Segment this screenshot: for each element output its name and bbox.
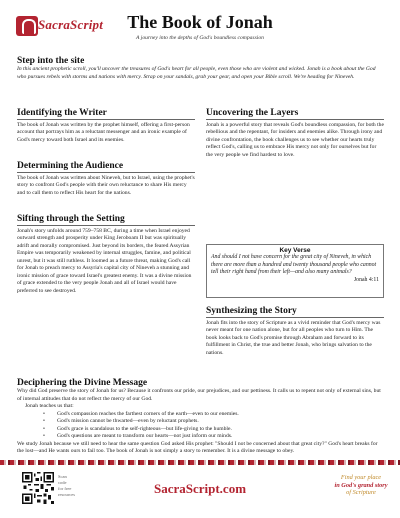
page-title: The Book of Jonah xyxy=(127,12,273,32)
intro-text: In this ancient prophetic scroll, you'll uncover the treasures of God's heart for all people, even those who are violent and wicked. Jonah is a book about the God who pursues rebels with storms and nations with mercy. Strap on your sandals, grab your gear, and open your Bible scroll. We're heading for Nineveh. xyxy=(17,66,376,80)
divider xyxy=(17,225,195,226)
layers-section xyxy=(206,108,384,159)
writer-section xyxy=(17,108,195,144)
setting-text: Jonah's story unfolds around 759–758 BC, during a time when Israel enjoyed outward strength and prosperity under King Jeroboam II but was spiritually adrift and morally compromised. Just beyond its borders, the feared Assyrian Empire was temporarily weakened by internal struggles, famine, and political unrest, but it was still ruthless. It loomed as a future threat, making God's call for Jonah to preach mercy to Assyria's capital city of Nineveh a stunning and ironic mission of grace toward Israel's greatest enemy. It was a divine mission of grace extended to the very people Jonah and all of Israel would have preferred to see destroyed. xyxy=(17,227,192,294)
audience-section xyxy=(17,161,195,197)
setting-heading: Sifting through the Setting xyxy=(17,214,125,224)
tagline-line-3: of Scripture xyxy=(346,489,376,496)
divider xyxy=(17,172,195,173)
list-item: • God's compassion reaches the farthest corners of the earth—even to our enemies. xyxy=(57,411,383,419)
deciphering-heading: Deciphering the Divine Message xyxy=(17,378,148,388)
decorative-band xyxy=(0,460,400,465)
deciphering-closing: We study Jonah because we still need to hear the same question God asked His prophet: "Should I not be concerned about that great city?" God's heart breaks for the lost—and He wants ours to fail too. The book of Jonah is not simply a story to remember. It is a divine message to obey. xyxy=(17,440,378,454)
synthesis-text: Jonah fits into the story of Scripture as a vivid reminder that God's mercy was never meant for one nation alone, but for all peoples who turn to Him. The book looks back to God's promise through Abraham and forward to its fulfillment in Christ, the true and better Jonah, who brings salvation to the nations. xyxy=(206,319,381,356)
writer-text: The book of Jonah was written by the prophet himself, offering a first-person account that portrays him as a reluctant messenger and an ironic example of God's mercy toward both Israel and its enemies. xyxy=(17,121,190,143)
divider xyxy=(17,119,195,120)
logo-text: SacraScript xyxy=(38,17,104,32)
layers-heading: Uncovering the Layers xyxy=(206,108,299,118)
audience-heading: Determining the Audience xyxy=(17,161,124,171)
layers-text: Jonah is a powerful story that reveals God's boundless compassion, for both the rebellious and the repentant, for insiders and enemies alike. Through irony and divine confrontation, the book challenges us to see whether our hearts truly reflect God's, calling us to embrace His mercy not only for ourselves but for the very people we find hardest to love. xyxy=(206,121,384,158)
qr-caption: Scan code for free resources xyxy=(58,474,75,497)
list-item: • God's mission cannot be thwarted—even by reluctant prophets. xyxy=(57,418,383,426)
divider xyxy=(206,119,384,120)
tagline-line-1: Find your place xyxy=(340,474,382,481)
page-subtitle: A journey into the depths of God's boundless compassion xyxy=(136,35,264,41)
synthesis-heading: Synthesizing the Story xyxy=(206,306,297,316)
audience-text: The book of Jonah was written about Nineveh, but to Israel, using the prophet's story to confront God's people with their own reluctance to share His mercy and to call them to reflect His heart for the nations. xyxy=(17,174,195,196)
list-item: • God's questions are meant to transform our hearts—not just inform our minds. xyxy=(57,433,383,441)
key-verse-box xyxy=(206,244,384,298)
synthesis-section xyxy=(206,306,384,357)
key-verse-text: And should I not have concern for the great city of Nineveh, in which there are more than a hundred and twenty thousand people who cannot tell their right hand from their left—and also many animals? xyxy=(211,254,377,275)
divider xyxy=(206,317,384,318)
deciphering-section xyxy=(17,378,383,456)
key-verse-reference: Jonah 4:11 xyxy=(353,276,379,283)
intro-heading: Step into the site xyxy=(17,56,85,66)
teaching-points-list xyxy=(17,411,383,441)
setting-section xyxy=(17,214,195,295)
website-link[interactable]: SacraScript.com xyxy=(153,481,247,496)
writer-heading: Identifying the Writer xyxy=(17,108,107,118)
deciphering-lead: Jonah teaches us that: xyxy=(25,403,74,409)
key-verse-heading: Key Verse xyxy=(279,247,311,254)
tagline xyxy=(332,474,390,497)
tagline-line-2: in God's grand story xyxy=(334,481,388,489)
deciphering-intro: Why did God preserve the story of Jonah for us? Because it confronts our pride, our prejudices, and our pettiness. It calls us to repent not only of external sins, but of internal attitudes that do not reflect the mercy of our God. xyxy=(17,388,381,402)
intro-section xyxy=(17,56,383,81)
list-item: • God's grace is scandalous to the self-righteous—but life-giving to the humble. xyxy=(57,426,383,434)
